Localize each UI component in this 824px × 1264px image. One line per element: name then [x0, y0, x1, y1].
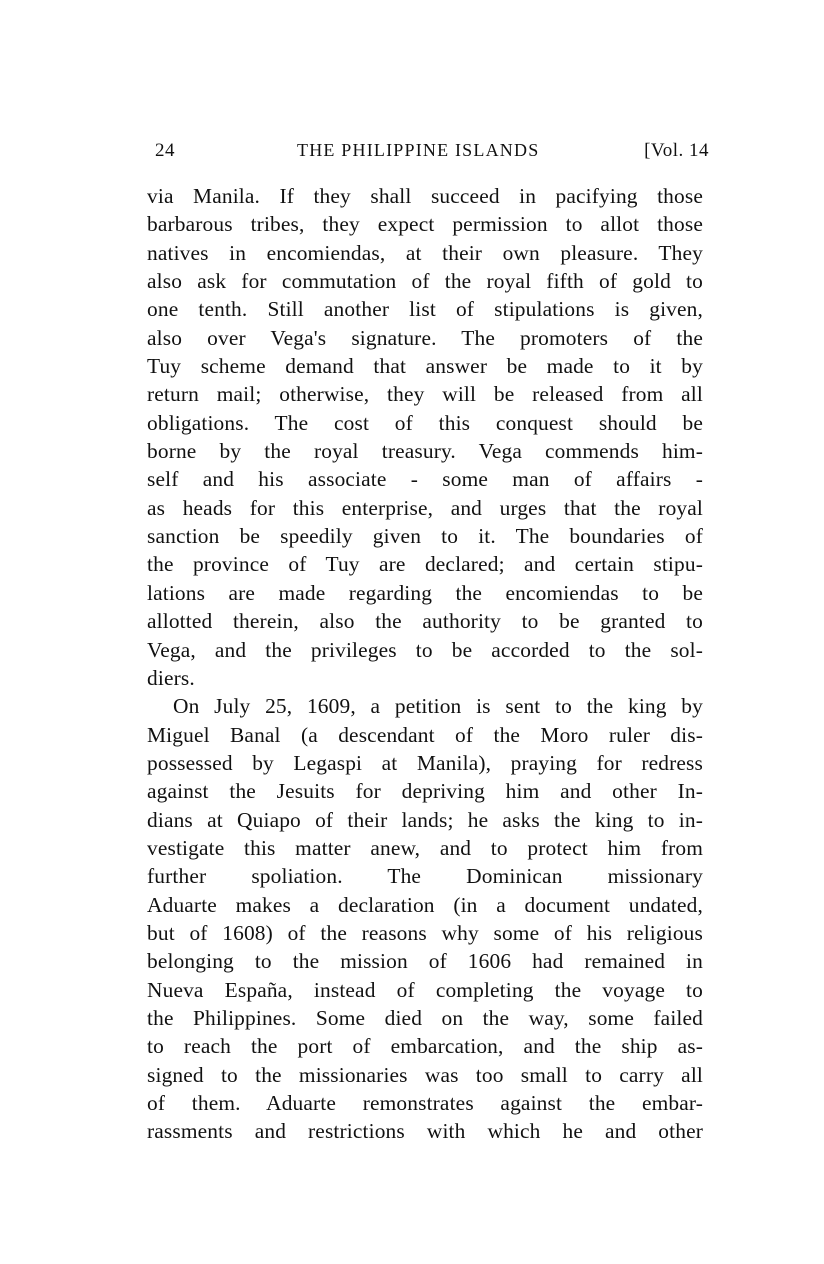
page-number: 24 [155, 140, 175, 161]
text-line: Aduarte makes a declaration (in a document undated, [147, 892, 703, 917]
text-line: further spoliation. The Dominican missionary [147, 864, 703, 889]
text-line: vestigate this matter anew, and to protect him from [147, 835, 703, 860]
text-line: signed to the missionaries was too small to carry all [147, 1062, 703, 1087]
text-line: Tuy scheme demand that answer be made to it by [147, 354, 703, 379]
text-line: of them. Aduarte remonstrates against the embar- [147, 1091, 703, 1115]
paragraph-first-line: On July 25, 1609, a petition is sent to the king by [173, 694, 703, 719]
text-line: dians at Quiapo of their lands; he asks the king to in- [147, 807, 703, 832]
text-line: also ask for commutation of the royal fifth of gold to [147, 269, 703, 294]
text-line: self and his associate - some man of affairs - [147, 467, 703, 492]
text-line: also over Vega's signature. The promoters of the [147, 325, 703, 350]
paragraph-end-line: diers. [147, 665, 195, 690]
volume-label: [Vol. 14 [644, 140, 709, 161]
text-line: Miguel Banal (a descendant of the Moro ruler dis- [147, 722, 703, 747]
text-line: return mail; otherwise, they will be released from all [147, 382, 703, 407]
text-line: Nueva España, instead of completing the voyage to [147, 977, 703, 1002]
text-line: natives in encomiendas, at their own pleasure. They [147, 240, 703, 265]
text-line: possessed by Legaspi at Manila), praying for redress [147, 750, 703, 775]
text-line: belonging to the mission of 1606 had remained in [147, 949, 703, 974]
text-line: the province of Tuy are declared; and certain stipu- [147, 552, 703, 577]
text-line: lations are made regarding the encomiendas to be [147, 580, 703, 605]
text-line: Vega, and the privileges to be accorded to the sol- [147, 637, 703, 662]
text-line: to reach the port of embarcation, and the ship as- [147, 1034, 703, 1059]
text-line: one tenth. Still another list of stipulations is given, [147, 297, 703, 322]
text-line: allotted therein, also the authority to be granted to [147, 609, 703, 634]
text-line: rassments and restrictions with which he and other [147, 1119, 703, 1144]
text-line: sanction be speedily given to it. The boundaries of [147, 524, 703, 549]
text-line: borne by the royal treasury. Vega commends him- [147, 439, 703, 464]
text-line: barbarous tribes, they expect permission to allot those [147, 212, 703, 237]
text-line: obligations. The cost of this conquest should be [147, 410, 703, 435]
text-line: but of 1608) of the reasons why some of his religious [147, 920, 703, 945]
text-line: via Manila. If they shall succeed in pacifying those [147, 184, 703, 208]
text-line: the Philippines. Some died on the way, some failed [147, 1005, 703, 1030]
text-line: as heads for this enterprise, and urges that the royal [147, 495, 703, 520]
running-title: THE PHILIPPINE ISLANDS [297, 140, 540, 160]
body-text [147, 182, 703, 1146]
running-header [155, 140, 709, 168]
text-line: against the Jesuits for depriving him and other In- [147, 779, 703, 804]
